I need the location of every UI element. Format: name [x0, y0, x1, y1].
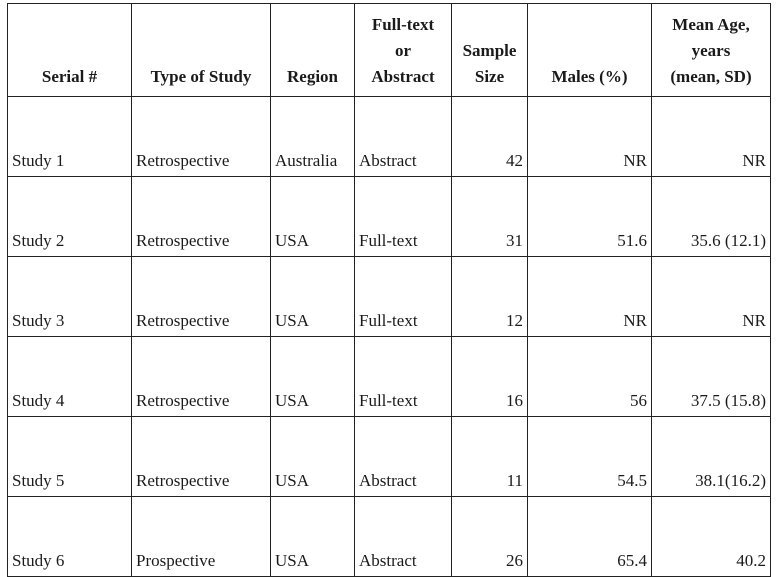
cell-males: 54.5 — [528, 417, 652, 497]
cell-mean-age: 37.5 (15.8) — [652, 337, 771, 417]
header-fulltext-line-3: Abstract — [371, 67, 435, 86]
cell-serial: Study 6 — [8, 497, 132, 577]
cell-males: NR — [528, 97, 652, 177]
cell-mean-age: 40.2 — [652, 497, 771, 577]
header-age-line-1: Mean Age, — [672, 15, 750, 34]
cell-fulltext: Full-text — [355, 337, 452, 417]
cell-fulltext: Abstract — [355, 497, 452, 577]
cell-mean-age: NR — [652, 97, 771, 177]
cell-males: 65.4 — [528, 497, 652, 577]
cell-region: USA — [271, 177, 355, 257]
studies-table — [7, 3, 771, 577]
cell-type: Retrospective — [132, 337, 271, 417]
header-age-line-2: years — [691, 41, 731, 60]
cell-mean-age: 38.1(16.2) — [652, 417, 771, 497]
header-sample-line-1: Sample — [462, 41, 517, 60]
cell-sample-size: 31 — [452, 177, 528, 257]
cell-males: NR — [528, 257, 652, 337]
header-fulltext-line-1: Full-text — [371, 15, 435, 34]
header-type-of-study: Type of Study — [132, 4, 271, 97]
cell-serial: Study 1 — [8, 97, 132, 177]
table-row — [8, 417, 771, 497]
cell-fulltext: Abstract — [355, 97, 452, 177]
cell-fulltext: Full-text — [355, 177, 452, 257]
cell-type: Retrospective — [132, 417, 271, 497]
header-sample-size — [452, 4, 528, 97]
table-row — [8, 177, 771, 257]
header-fulltext-line-2: or — [394, 41, 412, 60]
header-mean-age — [652, 4, 771, 97]
header-males: Males (%) — [528, 4, 652, 97]
cell-mean-age: NR — [652, 257, 771, 337]
cell-fulltext: Full-text — [355, 257, 452, 337]
header-sample-line-2: Size — [474, 67, 505, 86]
cell-mean-age: 35.6 (12.1) — [652, 177, 771, 257]
header-region: Region — [271, 4, 355, 97]
header-age-line-3: (mean, SD) — [670, 67, 752, 86]
cell-region: USA — [271, 497, 355, 577]
header-serial: Serial # — [8, 4, 132, 97]
cell-region: USA — [271, 417, 355, 497]
cell-region: USA — [271, 257, 355, 337]
header-fulltext-or-abstract — [355, 4, 452, 97]
cell-serial: Study 5 — [8, 417, 132, 497]
cell-type: Retrospective — [132, 97, 271, 177]
cell-region: USA — [271, 337, 355, 417]
cell-males: 51.6 — [528, 177, 652, 257]
table-row — [8, 97, 771, 177]
cell-sample-size: 26 — [452, 497, 528, 577]
cell-serial: Study 4 — [8, 337, 132, 417]
cell-fulltext: Abstract — [355, 417, 452, 497]
cell-serial: Study 3 — [8, 257, 132, 337]
table-row — [8, 497, 771, 577]
cell-sample-size: 11 — [452, 417, 528, 497]
cell-sample-size: 12 — [452, 257, 528, 337]
table-row — [8, 257, 771, 337]
cell-sample-size: 42 — [452, 97, 528, 177]
table-row — [8, 337, 771, 417]
cell-sample-size: 16 — [452, 337, 528, 417]
header-row — [8, 4, 771, 97]
cell-type: Prospective — [132, 497, 271, 577]
cell-type: Retrospective — [132, 177, 271, 257]
cell-serial: Study 2 — [8, 177, 132, 257]
cell-males: 56 — [528, 337, 652, 417]
cell-type: Retrospective — [132, 257, 271, 337]
cell-region: Australia — [271, 97, 355, 177]
